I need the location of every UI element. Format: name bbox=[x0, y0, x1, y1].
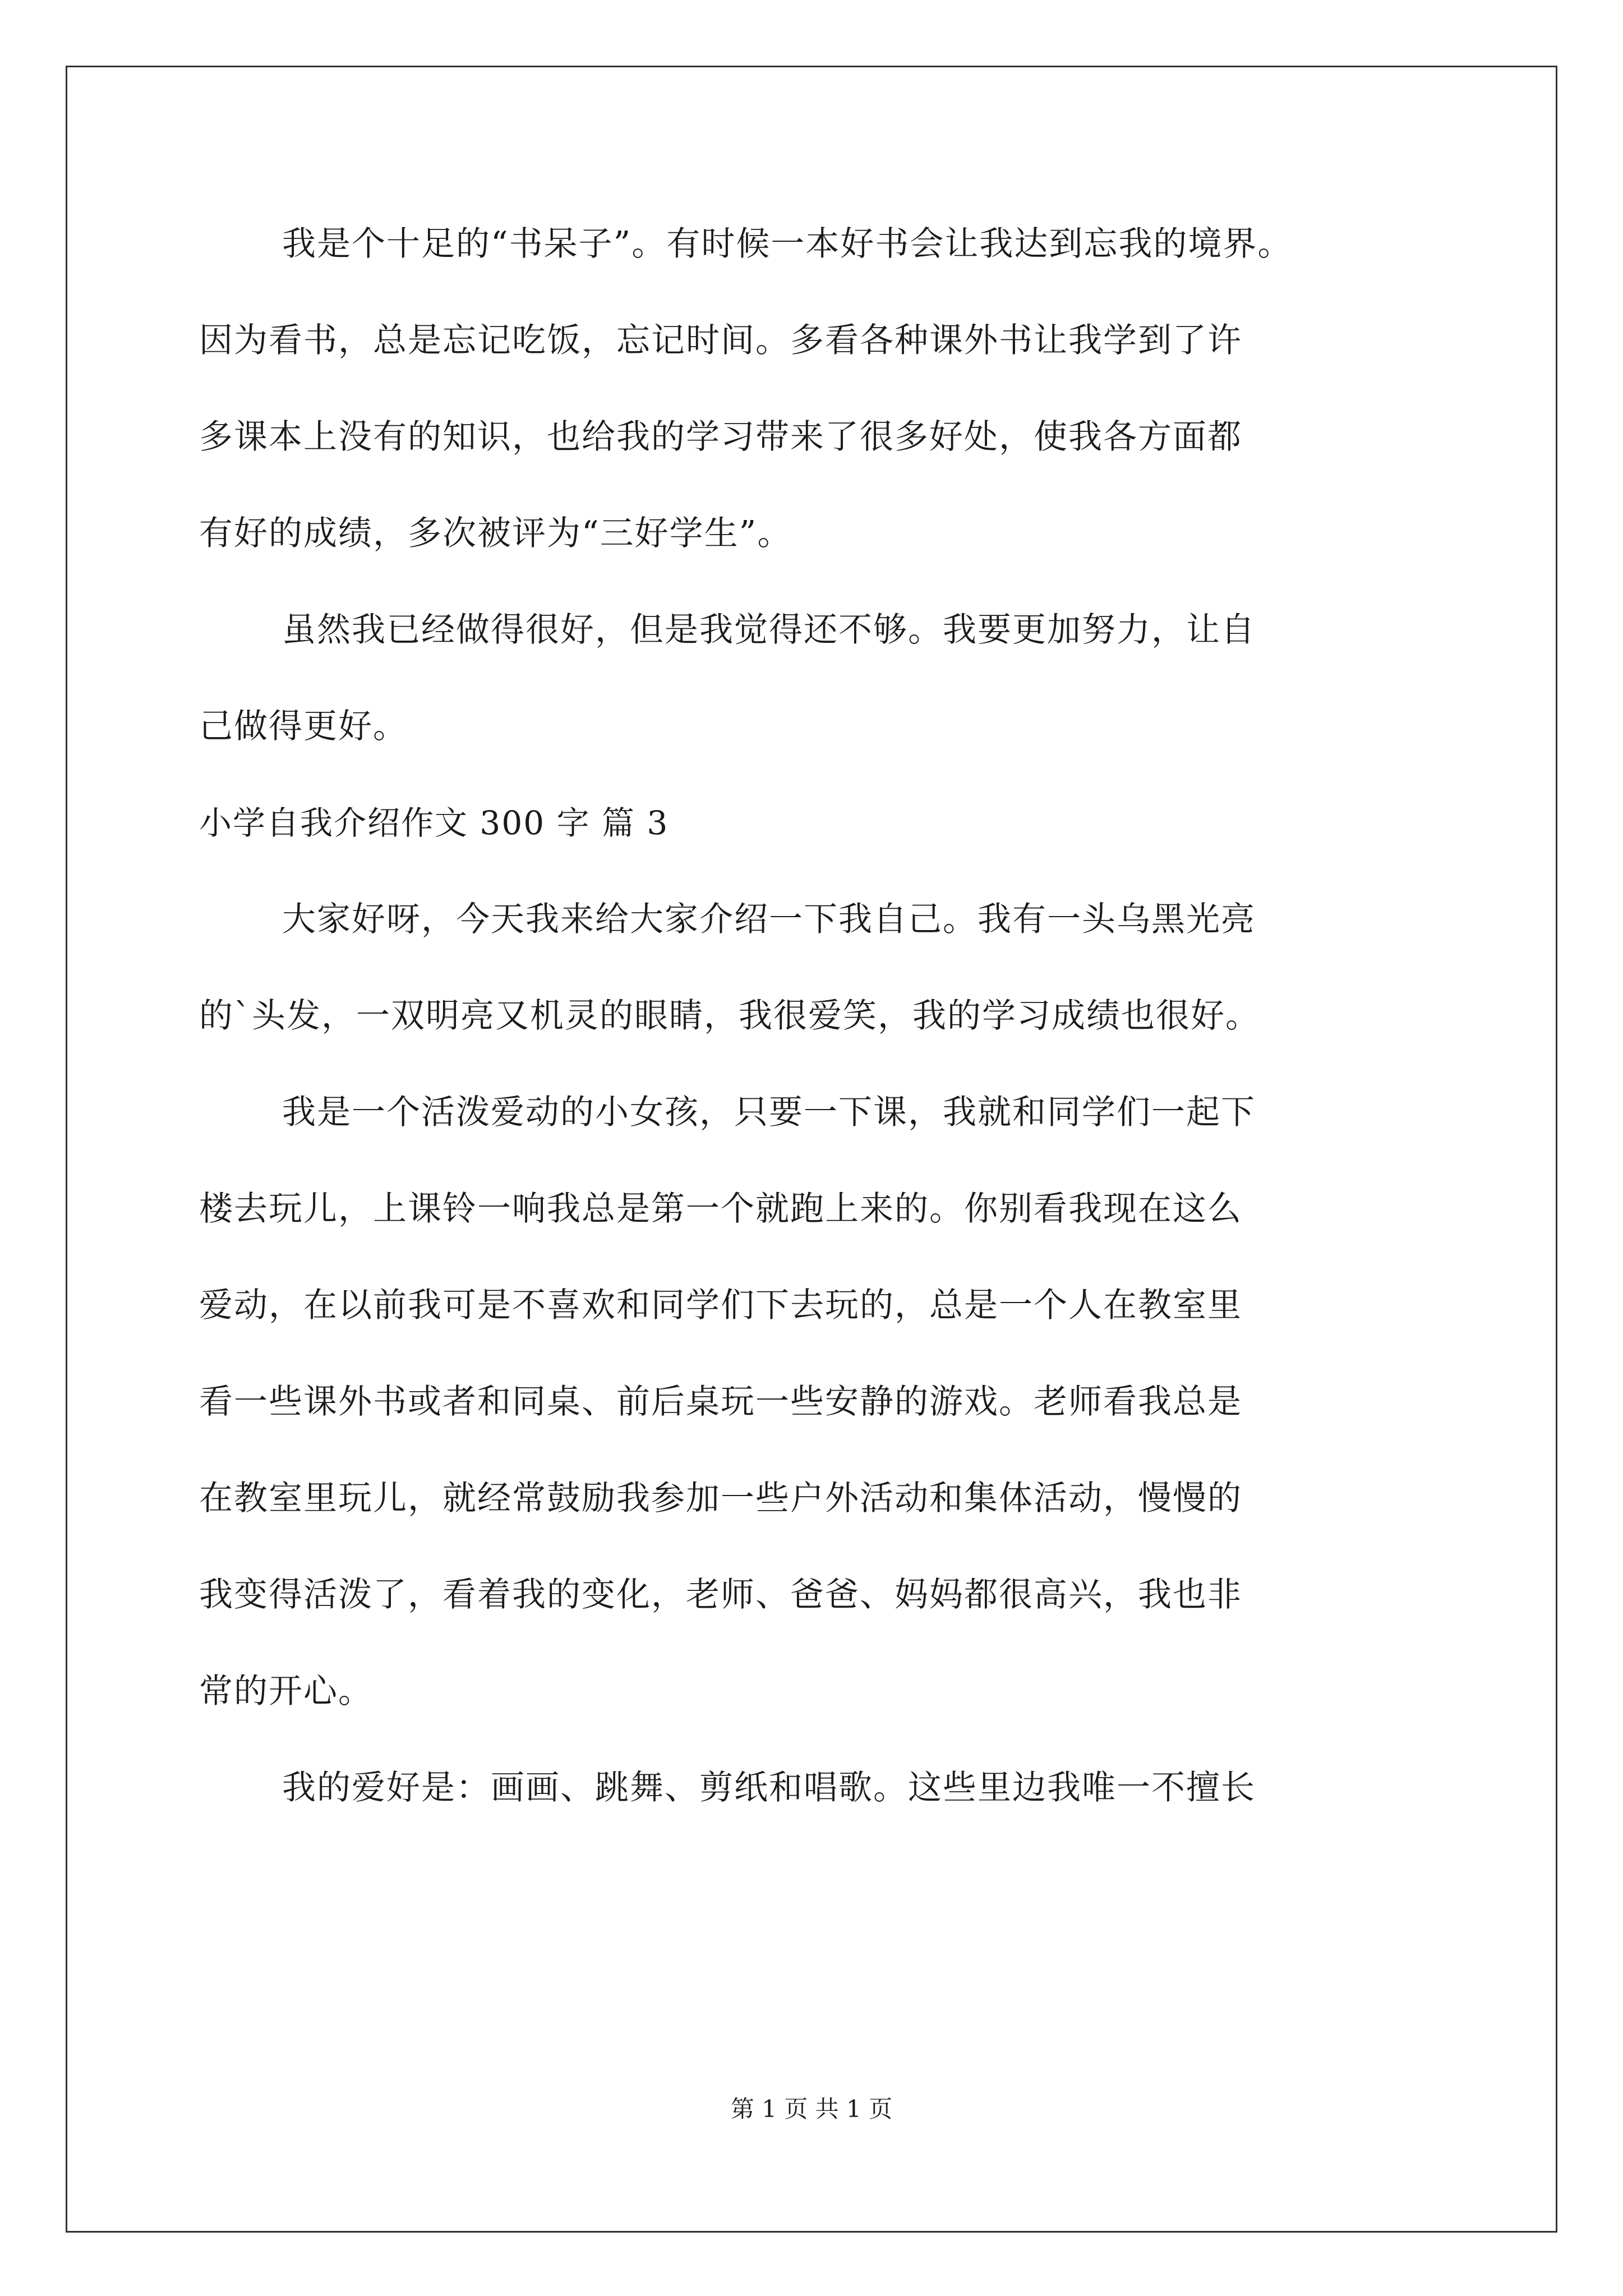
paragraph-line: 我是一个活泼爱动的小女孩，只要一下课，我就和同学们一起下 bbox=[282, 1093, 1256, 1132]
paragraph-line: 看一些课外书或者和同桌、前后桌玩一些安静的游戏。老师看我总是 bbox=[199, 1382, 1242, 1421]
paragraph-line: 我是个十足的“书呆子”。有时候一本好书会让我达到忘我的境界。 bbox=[282, 224, 1293, 264]
paragraph-line: 大家好呀，今天我来给大家介绍一下我自己。我有一头乌黑光亮 bbox=[282, 900, 1256, 939]
paragraph-line: 我的爱好是：画画、跳舞、剪纸和唱歌。这些里边我唯一不擅长 bbox=[282, 1768, 1256, 1807]
paragraph-line: 虽然我已经做得很好，但是我觉得还不够。我要更加努力，让自 bbox=[282, 610, 1256, 650]
paragraph-line: 因为看书，总是忘记吃饭，忘记时间。多看各种课外书让我学到了许 bbox=[199, 321, 1242, 360]
paragraph-line: 爱动，在以前我可是不喜欢和同学们下去玩的，总是一个人在教室里 bbox=[199, 1286, 1242, 1325]
paragraph-line: 楼去玩儿，上课铃一响我总是第一个就跑上来的。你别看我现在这么 bbox=[199, 1189, 1242, 1228]
paragraph-line: 己做得更好。 bbox=[199, 707, 408, 746]
paragraph-line: 常的开心。 bbox=[199, 1672, 373, 1711]
paragraph-line: 的`头发，一双明亮又机灵的眼睛，我很爱笑，我的学习成绩也很好。 bbox=[199, 996, 1260, 1036]
paragraph-line: 有好的成绩，多次被评为“三好学生”。 bbox=[199, 514, 792, 553]
paragraph-line: 我变得活泼了，看着我的变化，老师、爸爸、妈妈都很高兴，我也非 bbox=[199, 1575, 1242, 1614]
page-number-footer: 第 1 页 共 1 页 bbox=[730, 2095, 893, 2123]
paragraph-line: 多课本上没有的知识，也给我的学习带来了很多好处，使我各方面都 bbox=[199, 417, 1242, 457]
document-body bbox=[199, 210, 1433, 1851]
section-heading: 小学自我介绍作文 300 字 篇 3 bbox=[199, 804, 669, 842]
paragraph-line: 在教室里玩儿，就经常鼓励我参加一些户外活动和集体活动，慢慢的 bbox=[199, 1479, 1242, 1518]
